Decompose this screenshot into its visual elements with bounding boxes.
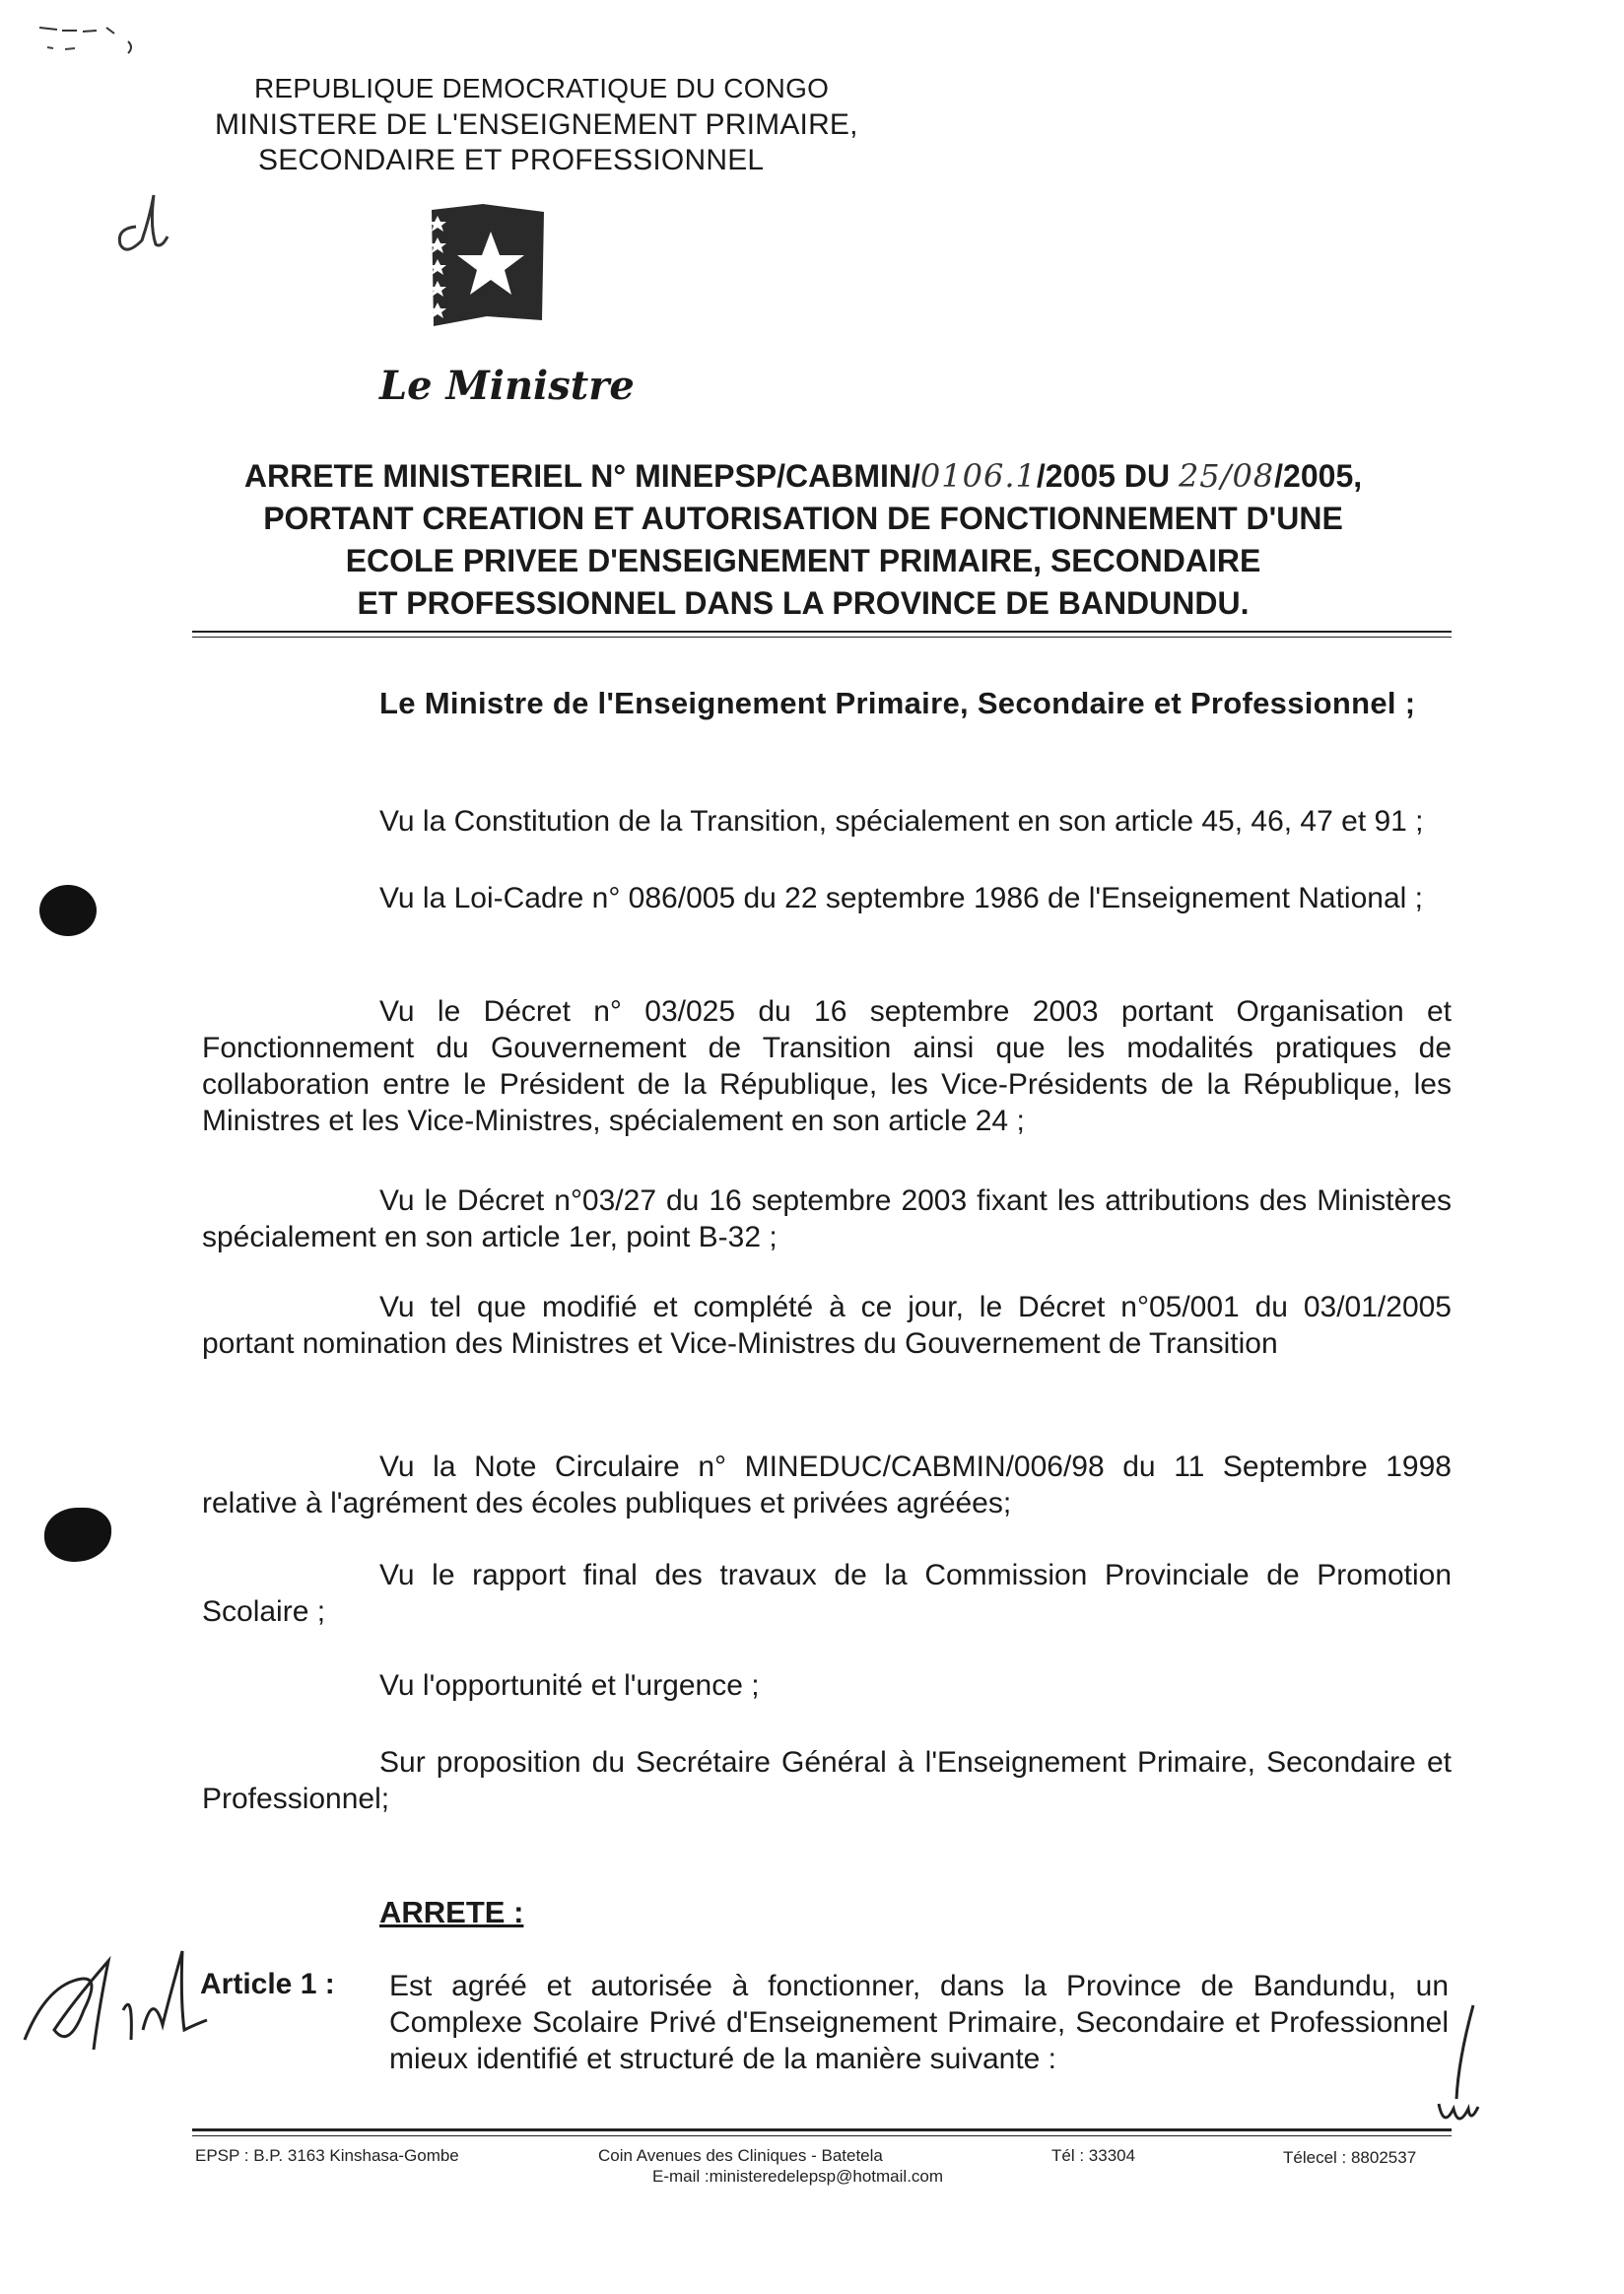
header-republic: REPUBLIQUE DEMOCRATIQUE DU CONGO — [254, 73, 830, 103]
footer-email: E-mail :ministeredelepsp@hotmail.com — [652, 2167, 944, 2186]
ref-suffix: /2005, — [1274, 458, 1363, 494]
title-divider-top — [192, 631, 1452, 633]
consideration-2: Vu la Loi-Cadre n° 086/005 du 22 septembre 1986 de l'Enseignement National ; — [379, 882, 1423, 914]
title-divider-bottom — [192, 637, 1452, 638]
ref-number-handwritten: 0106.1 — [919, 457, 1037, 495]
consideration-7: Vu le rapport final des travaux de la Commission Provinciale de Promotion Scolaire ; — [202, 1559, 1452, 1628]
footer-telecel: Télecel : 8802537 — [1283, 2148, 1417, 2167]
handwritten-mark — [1419, 2000, 1488, 2143]
ink-blot — [44, 1508, 111, 1562]
consideration-8: Vu l'opportunité et l'urgence ; — [379, 1669, 760, 1702]
consideration-4: Vu le Décret n°03/27 du 16 septembre 2003 fixant les attributions des Ministères spécialement en son article 1er, point B-32 ; — [202, 1184, 1452, 1253]
header-ministry-cont: SECONDAIRE ET PROFESSIONNEL — [258, 144, 765, 176]
preamble: Le Ministre de l'Enseignement Primaire, Secondaire et Professionnel ; — [379, 686, 1416, 720]
consideration-1: Vu la Constitution de la Transition, spécialement en son article 45, 46, 47 et 91 ; — [379, 805, 1424, 838]
header-ministry: MINISTERE DE L'ENSEIGNEMENT PRIMAIRE, — [215, 108, 858, 141]
consideration-9: Sur proposition du Secrétaire Général à l'Enseignement Primaire, Secondaire et Professionnel; — [202, 1746, 1452, 1815]
article-1-label: Article 1 : — [200, 1968, 335, 2000]
footer-divider-top — [192, 2128, 1452, 2131]
footer-po-box: EPSP : B.P. 3163 Kinshasa-Gombe — [195, 2146, 459, 2165]
ref-date-handwritten: 25/08 — [1178, 457, 1275, 495]
footer-phone: Tél : 33304 — [1051, 2146, 1136, 2165]
title-line-1 — [148, 455, 1458, 498]
consideration-5: Vu tel que modifié et complété à ce jour, le Décret n°05/001 du 03/01/2005 portant nomination des Ministres et Vice-Ministres du Gouvernement de Transition — [202, 1291, 1452, 1360]
arrete-heading: ARRETE : — [379, 1895, 524, 1929]
footer-divider-bottom — [192, 2135, 1452, 2136]
title-line-3: ECOLE PRIVEE D'ENSEIGNEMENT PRIMAIRE, SECONDAIRE — [345, 543, 1261, 578]
ref-prefix: ARRETE MINISTERIEL N° MINEPSP/CABMIN/ — [243, 458, 920, 494]
title-line-4: ET PROFESSIONNEL DANS LA PROVINCE DE BANDUNDU. — [357, 585, 1250, 621]
consideration-6: Vu la Note Circulaire n° MINEDUC/CABMIN/006/98 du 11 Septembre 1998 relative à l'agrément des écoles publiques et privées agréées; — [202, 1451, 1452, 1519]
handwritten-initial — [106, 187, 175, 261]
handwritten-paraph — [15, 1931, 222, 2074]
scan-mark — [37, 22, 136, 61]
signatory-title: Le Ministre — [379, 363, 635, 409]
title-line-2: PORTANT CREATION ET AUTORISATION DE FONCTIONNEMENT D'UNE — [263, 501, 1343, 536]
article-1-text: Est agréé et autorisée à fonctionner, dans la Province de Bandundu, un Complexe Scolaire Privé d'Enseignement Primaire, Secondaire et Professionnel mieux identifié et structuré de la manière suivante : — [389, 1970, 1449, 2075]
footer-address: Coin Avenues des Cliniques - Batetela — [598, 2146, 883, 2165]
drc-flag-star-icon — [424, 202, 552, 340]
ref-mid: /2005 DU — [1036, 458, 1179, 494]
document-title — [148, 455, 1458, 625]
consideration-3: Vu le Décret n° 03/025 du 16 septembre 2003 portant Organisation et Fonctionnement du Gouvernement de Transition ainsi que les modalités pratiques de collaboration entre le Président de la République, les Vice-Présidents de la République, les Ministres et les Vice-Ministres, spécialement en son article 24 ; — [202, 995, 1452, 1137]
ink-blot — [39, 885, 97, 936]
